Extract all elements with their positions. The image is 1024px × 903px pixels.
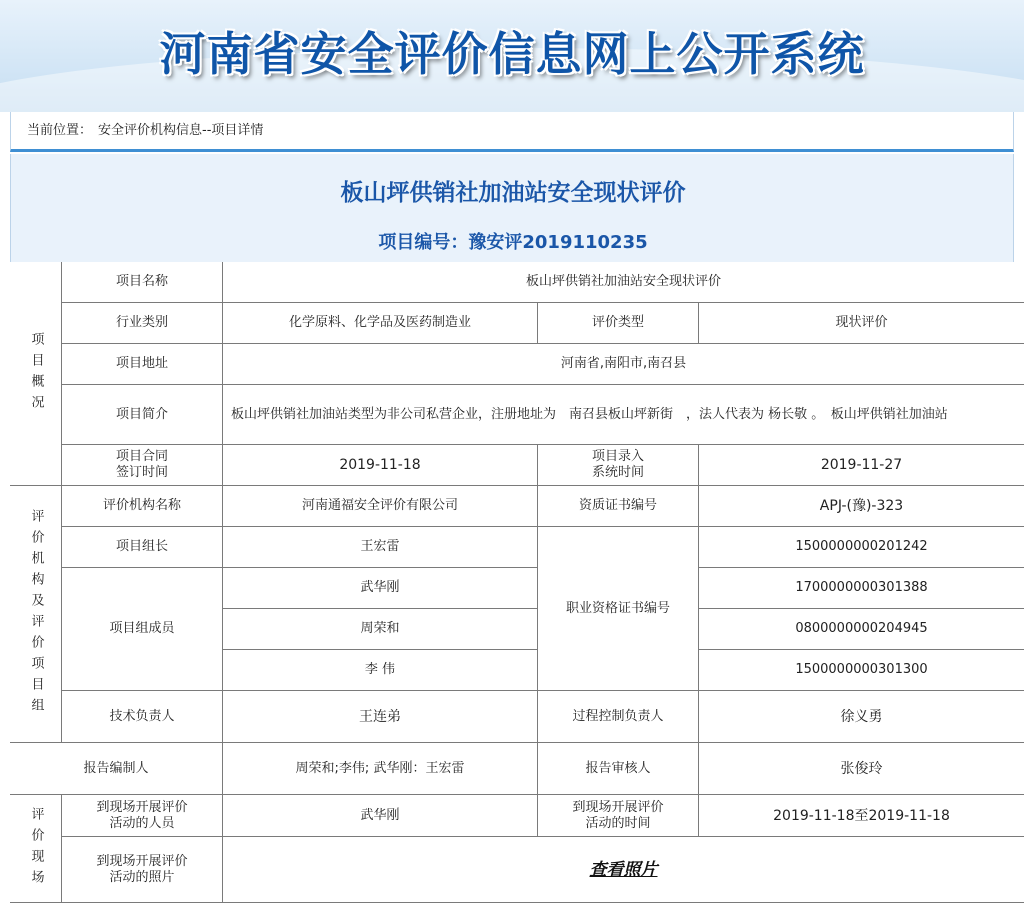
project-header bbox=[10, 154, 1014, 262]
process-value: 徐义勇 bbox=[699, 691, 1024, 743]
prof-cert-item: 0800000000204945 bbox=[699, 609, 1024, 650]
contract-date-label: 项目合同 签订时间 bbox=[62, 445, 223, 486]
industry-value: 化学原料、化学品及医药制造业 bbox=[223, 303, 538, 344]
visit-photo-cell bbox=[223, 837, 1024, 903]
org-label: 评价机构名称 bbox=[62, 486, 223, 527]
member-item: 李 伟 bbox=[223, 650, 538, 691]
tech-value: 王连弟 bbox=[223, 691, 538, 743]
entry-date-label: 项目录入 系统时间 bbox=[538, 445, 699, 486]
contract-date-value: 2019-11-18 bbox=[223, 445, 538, 486]
eval-type-value: 现状评价 bbox=[699, 303, 1024, 344]
tech-label: 技术负责人 bbox=[62, 691, 223, 743]
breadcrumb bbox=[10, 112, 1014, 152]
prof-cert-item: 1500000000301300 bbox=[699, 650, 1024, 691]
visit-people-value: 武华刚 bbox=[223, 795, 538, 837]
eval-type-label: 评价类型 bbox=[538, 303, 699, 344]
leader-value: 王宏雷 bbox=[223, 527, 538, 568]
visit-photo-label: 到现场开展评价 活动的照片 bbox=[62, 837, 223, 903]
address-label: 项目地址 bbox=[62, 344, 223, 385]
intro-value: 板山坪供销社加油站类型为非公司私营企业，注册地址为 南召县板山坪新街 ，法人代表为 杨长敬 。 板山坪供销社加油站 bbox=[223, 385, 1024, 445]
section-site-visit: 评价现场 bbox=[10, 795, 62, 903]
site-title: 河南省安全评价信息网上公开系统 bbox=[159, 27, 865, 81]
visit-time-label: 到现场开展评价 活动的时间 bbox=[538, 795, 699, 837]
site-banner bbox=[0, 0, 1024, 112]
section-team: 评价机构及评价项目组 bbox=[10, 486, 62, 743]
name-value: 板山坪供销社加油站安全现状评价 bbox=[223, 262, 1024, 303]
view-photos-link[interactable]: 查看照片 bbox=[589, 859, 658, 880]
project-code: 项目编号：豫安评2019110235 bbox=[378, 232, 648, 253]
intro-label: 项目简介 bbox=[62, 385, 223, 445]
name-label: 项目名称 bbox=[62, 262, 223, 303]
leader-label: 项目组长 bbox=[62, 527, 223, 568]
industry-label: 行业类别 bbox=[62, 303, 223, 344]
process-label: 过程控制负责人 bbox=[538, 691, 699, 743]
members-label: 项目组成员 bbox=[62, 568, 223, 691]
visit-people-label: 到现场开展评价 活动的人员 bbox=[62, 795, 223, 837]
prof-cert-label: 职业资格证书编号 bbox=[538, 527, 699, 691]
prof-cert-item: 1500000000201242 bbox=[699, 527, 1024, 568]
org-value: 河南通福安全评价有限公司 bbox=[223, 486, 538, 527]
cert-label: 资质证书编号 bbox=[538, 486, 699, 527]
report-author-value: 周荣和;李伟; 武华刚：王宏雷 bbox=[223, 743, 538, 795]
report-reviewer-label: 报告审核人 bbox=[538, 743, 699, 795]
breadcrumb-label: 当前位置： bbox=[27, 123, 93, 138]
section-overview: 项目概况 bbox=[10, 262, 62, 486]
cert-value: APJ-(豫)-323 bbox=[699, 486, 1024, 527]
member-item: 周荣和 bbox=[223, 609, 538, 650]
prof-cert-item: 1700000000301388 bbox=[699, 568, 1024, 609]
report-reviewer-value: 张俊玲 bbox=[699, 743, 1024, 795]
member-item: 武华刚 bbox=[223, 568, 538, 609]
entry-date-value: 2019-11-27 bbox=[699, 445, 1024, 486]
report-author-label: 报告编制人 bbox=[10, 743, 223, 795]
project-title: 板山坪供销社加油站安全现状评价 bbox=[340, 180, 686, 206]
address-value: 河南省,南阳市,南召县 bbox=[223, 344, 1024, 385]
breadcrumb-path[interactable]: 安全评价机构信息--项目详情 bbox=[98, 123, 264, 138]
visit-time-value: 2019-11-18至2019-11-18 bbox=[699, 795, 1024, 837]
